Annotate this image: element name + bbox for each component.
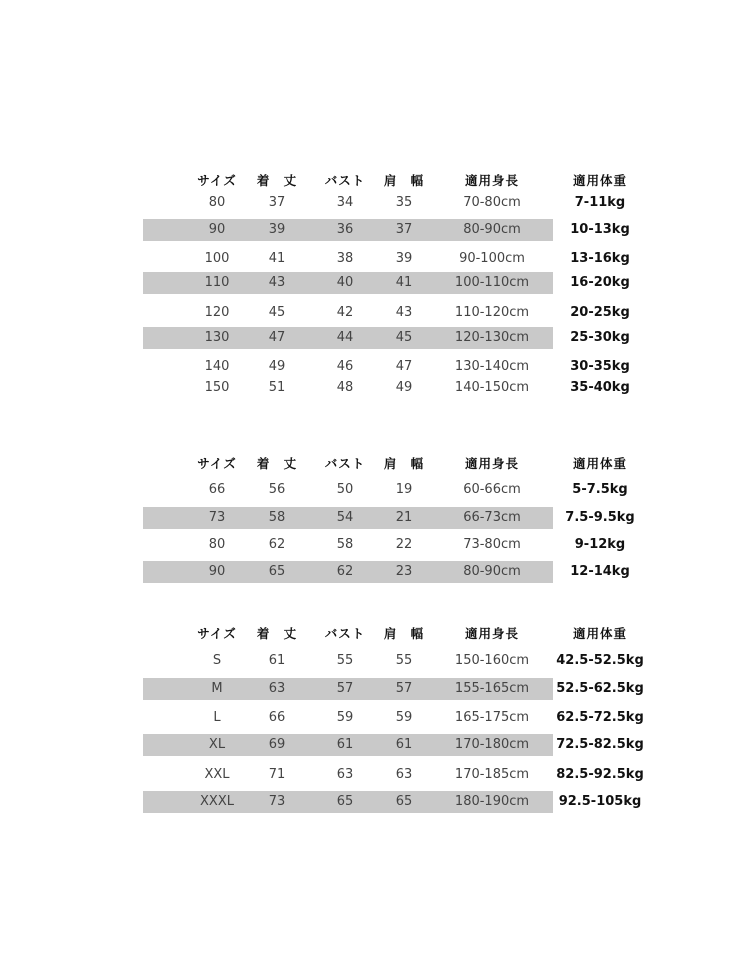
height-cell: 100-110cm: [454, 275, 530, 290]
length-cell: 39: [268, 222, 286, 237]
shoulder-cell: 49: [395, 380, 413, 395]
size-cell: 150: [204, 380, 230, 395]
height-cell: 70-80cm: [463, 195, 521, 210]
weight-cell: 5-7.5kg: [572, 482, 628, 497]
header-bust: バスト: [324, 173, 366, 188]
shoulder-cell: 21: [395, 510, 413, 525]
header-length: 着 丈: [256, 456, 298, 471]
height-cell: 180-190cm: [454, 794, 530, 809]
length-cell: 51: [268, 380, 286, 395]
header-height: 適用身長: [464, 626, 519, 641]
size-cell: 66: [208, 482, 226, 497]
table-row: [0, 192, 750, 214]
shoulder-cell: 37: [395, 222, 413, 237]
table-row: [0, 272, 750, 294]
size-cell: S: [212, 653, 222, 668]
table-header: [0, 453, 750, 475]
size-cell: 100: [204, 251, 230, 266]
bust-cell: 38: [336, 251, 354, 266]
size-cell: 73: [208, 510, 226, 525]
header-bust: バスト: [324, 456, 366, 471]
header-length: 着 丈: [256, 173, 298, 188]
header-height: 適用身長: [464, 173, 519, 188]
length-cell: 61: [268, 653, 286, 668]
table-row: [0, 327, 750, 349]
weight-cell: 12-14kg: [570, 564, 630, 579]
size-cell: 110: [204, 275, 230, 290]
height-cell: 90-100cm: [459, 251, 525, 266]
length-cell: 71: [268, 767, 286, 782]
header-bust: バスト: [324, 626, 366, 641]
table-header: [0, 623, 750, 645]
header-weight: 適用体重: [572, 173, 627, 188]
bust-cell: 55: [336, 653, 354, 668]
height-cell: 80-90cm: [463, 564, 521, 579]
weight-cell: 7.5-9.5kg: [565, 510, 635, 525]
shoulder-cell: 41: [395, 275, 413, 290]
height-cell: 73-80cm: [463, 537, 521, 552]
header-height: 適用身長: [464, 456, 519, 471]
length-cell: 62: [268, 537, 286, 552]
shoulder-cell: 45: [395, 330, 413, 345]
weight-cell: 7-11kg: [574, 195, 626, 210]
height-cell: 130-140cm: [454, 359, 530, 374]
height-cell: 150-160cm: [454, 653, 530, 668]
bust-cell: 42: [336, 305, 354, 320]
height-cell: 110-120cm: [454, 305, 530, 320]
table-row: [0, 707, 750, 729]
shoulder-cell: 55: [395, 653, 413, 668]
length-cell: 73: [268, 794, 286, 809]
height-cell: 170-180cm: [454, 737, 530, 752]
bust-cell: 48: [336, 380, 354, 395]
table-row: [0, 678, 750, 700]
length-cell: 63: [268, 681, 286, 696]
header-weight: 適用体重: [572, 456, 627, 471]
weight-cell: 25-30kg: [570, 330, 630, 345]
shoulder-cell: 22: [395, 537, 413, 552]
bust-cell: 46: [336, 359, 354, 374]
bust-cell: 63: [336, 767, 354, 782]
bust-cell: 58: [336, 537, 354, 552]
height-cell: 66-73cm: [463, 510, 521, 525]
size-cell: 80: [208, 195, 226, 210]
table-row: [0, 791, 750, 813]
weight-cell: 16-20kg: [570, 275, 630, 290]
shoulder-cell: 43: [395, 305, 413, 320]
shoulder-cell: 57: [395, 681, 413, 696]
table-row: [0, 479, 750, 501]
table-row: [0, 507, 750, 529]
size-cell: M: [211, 681, 223, 696]
length-cell: 45: [268, 305, 286, 320]
weight-cell: 13-16kg: [570, 251, 630, 266]
header-shoulder: 肩 幅: [383, 626, 425, 641]
length-cell: 37: [268, 195, 286, 210]
table-row: [0, 302, 750, 324]
header-weight: 適用体重: [572, 626, 627, 641]
height-cell: 60-66cm: [463, 482, 521, 497]
table-row: [0, 219, 750, 241]
table-row: [0, 650, 750, 672]
length-cell: 56: [268, 482, 286, 497]
bust-cell: 40: [336, 275, 354, 290]
bust-cell: 50: [336, 482, 354, 497]
weight-cell: 92.5-105kg: [558, 794, 642, 809]
shoulder-cell: 47: [395, 359, 413, 374]
shoulder-cell: 35: [395, 195, 413, 210]
table-row: [0, 561, 750, 583]
size-cell: XL: [208, 737, 226, 752]
weight-cell: 20-25kg: [570, 305, 630, 320]
size-cell: 120: [204, 305, 230, 320]
length-cell: 65: [268, 564, 286, 579]
size-cell: 80: [208, 537, 226, 552]
table-row: [0, 377, 750, 399]
weight-cell: 72.5-82.5kg: [556, 737, 644, 752]
bust-cell: 44: [336, 330, 354, 345]
size-cell: XXL: [204, 767, 230, 782]
table-row: [0, 534, 750, 556]
height-cell: 155-165cm: [454, 681, 530, 696]
length-cell: 66: [268, 710, 286, 725]
size-cell: 90: [208, 564, 226, 579]
header-size: サイズ: [197, 173, 237, 188]
length-cell: 47: [268, 330, 286, 345]
bust-cell: 54: [336, 510, 354, 525]
weight-cell: 9-12kg: [574, 537, 626, 552]
table-row: [0, 248, 750, 270]
bust-cell: 36: [336, 222, 354, 237]
weight-cell: 52.5-62.5kg: [556, 681, 644, 696]
length-cell: 58: [268, 510, 286, 525]
length-cell: 49: [268, 359, 286, 374]
height-cell: 140-150cm: [454, 380, 530, 395]
weight-cell: 35-40kg: [570, 380, 630, 395]
shoulder-cell: 65: [395, 794, 413, 809]
shoulder-cell: 39: [395, 251, 413, 266]
weight-cell: 10-13kg: [570, 222, 630, 237]
bust-cell: 61: [336, 737, 354, 752]
shoulder-cell: 61: [395, 737, 413, 752]
size-cell: XXXL: [200, 794, 234, 809]
bust-cell: 57: [336, 681, 354, 696]
length-cell: 69: [268, 737, 286, 752]
shoulder-cell: 19: [395, 482, 413, 497]
size-cell: L: [213, 710, 221, 725]
bust-cell: 65: [336, 794, 354, 809]
length-cell: 43: [268, 275, 286, 290]
height-cell: 170-185cm: [454, 767, 530, 782]
bust-cell: 59: [336, 710, 354, 725]
header-shoulder: 肩 幅: [383, 173, 425, 188]
header-size: サイズ: [197, 456, 237, 471]
table-header: [0, 170, 750, 192]
bust-cell: 62: [336, 564, 354, 579]
size-cell: 140: [204, 359, 230, 374]
header-shoulder: 肩 幅: [383, 456, 425, 471]
length-cell: 41: [268, 251, 286, 266]
header-length: 着 丈: [256, 626, 298, 641]
table-row: [0, 356, 750, 378]
weight-cell: 62.5-72.5kg: [556, 710, 644, 725]
size-cell: 130: [204, 330, 230, 345]
weight-cell: 42.5-52.5kg: [556, 653, 644, 668]
height-cell: 80-90cm: [463, 222, 521, 237]
shoulder-cell: 23: [395, 564, 413, 579]
height-cell: 165-175cm: [454, 710, 530, 725]
shoulder-cell: 59: [395, 710, 413, 725]
weight-cell: 82.5-92.5kg: [556, 767, 644, 782]
table-row: [0, 734, 750, 756]
weight-cell: 30-35kg: [570, 359, 630, 374]
size-cell: 90: [208, 222, 226, 237]
shoulder-cell: 63: [395, 767, 413, 782]
table-row: [0, 764, 750, 786]
bust-cell: 34: [336, 195, 354, 210]
height-cell: 120-130cm: [454, 330, 530, 345]
header-size: サイズ: [197, 626, 237, 641]
